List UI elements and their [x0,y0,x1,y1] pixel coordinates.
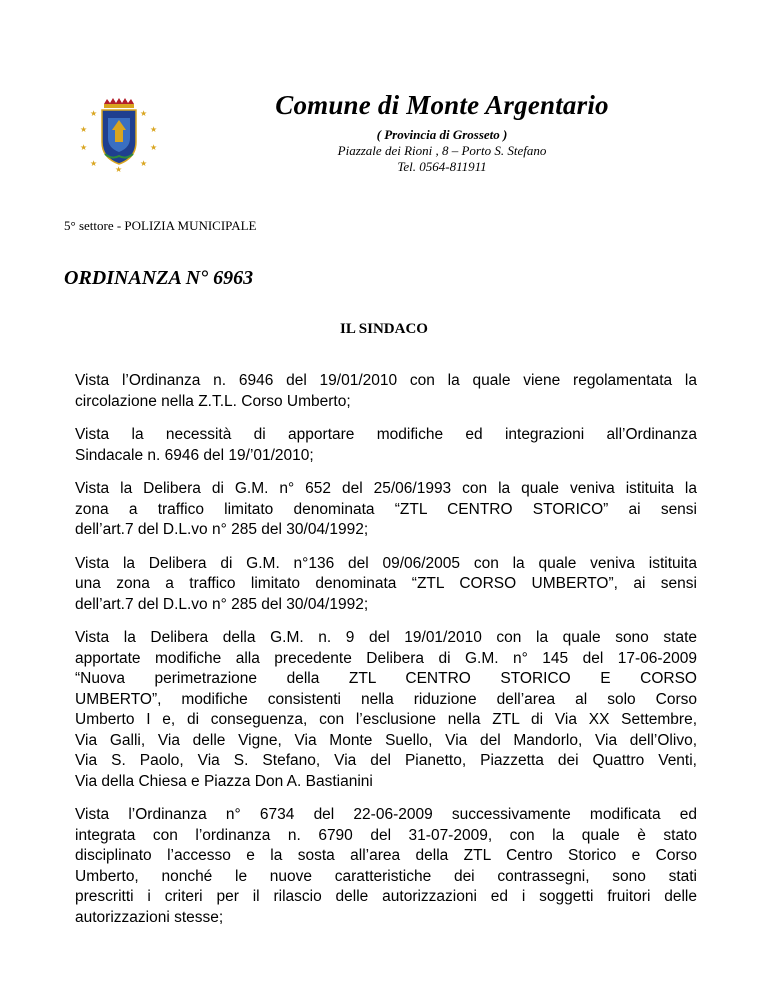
sindaco-heading: IL SINDACO [340,321,428,337]
paragraph-line: Via Galli, Via delle Vigne, Via Monte Suello, Via del Mandorlo, Via dell’Olivo, [75,731,697,749]
svg-text:★: ★ [90,109,98,118]
paragraph-line: Via S. Paolo, Via S. Stefano, Via del Pianetto, Piazzetta dei Quattro Venti, [75,752,697,769]
paragraph-line: una zona a traffico limitato denominata “ZTL CORSO UMBERTO”, ai sensi [75,575,697,592]
svg-text:★: ★ [90,159,98,168]
paragraph-line: Umberto I e, di conseguenza, con l’esclusione nella ZTL di Via XX Settembre, [75,711,697,728]
svg-text:★: ★ [150,125,158,134]
paragraph-line: zona a traffico limitato denominata “ZTL CENTRO STORICO” ai sensi [75,500,697,518]
province-line: ( Provincia di Grosseto ) [376,127,508,142]
paragraph-line: Vista la Delibera di G.M. n°136 del 09/06/2005 con la quale veniva istituita [75,554,697,572]
paragraph [75,628,697,792]
paragraph [75,554,697,616]
paragraph-line: “Nuova perimetrazione della ZTL CENTRO STORICO E CORSO [75,670,697,687]
phone-line: Tel. 0564-811911 [397,159,487,174]
paragraph-line: Vista l’Ordinanza n° 6734 del 22-06-2009 successivamente modificata ed [75,806,697,823]
paragraph-line: prescritti i criteri per il rilascio delle autorizzazioni ed i soggetti fruitori delle [75,888,697,905]
paragraph [75,371,697,412]
paragraph-line: Via della Chiesa e Piazza Don A. Bastianini [75,772,373,790]
municipal-crest-icon [74,96,164,174]
paragraph-line: Vista la necessità di apportare modifiche ed integrazioni all’Ordinanza [75,426,697,443]
paragraph-line: dell’art.7 del D.L.vo n° 285 del 30/04/1992; [75,521,369,538]
paragraph-line: disciplinato l’accesso e la sosta all’area della ZTL Centro Storico e Corso [75,847,697,864]
ordinance-title: ORDINANZA N° 6963 [64,267,254,289]
svg-text:★: ★ [140,159,148,168]
paragraph-line: apportate modifiche alla precedente Delibera di G.M. n° 145 del 17-06-2009 [75,649,697,667]
address-line: Piazzale dei Rioni , 8 – Porto S. Stefano [337,143,547,158]
paragraph-line: dell’art.7 del D.L.vo n° 285 del 30/04/1992; [75,595,369,613]
svg-text:★: ★ [80,143,88,152]
paragraph [75,479,697,541]
sector-label: 5° settore - POLIZIA MUNICIPALE [64,218,257,233]
paragraph [75,425,697,466]
paragraph [75,805,697,928]
ordinance-body [75,371,697,941]
svg-text:★: ★ [80,125,88,134]
municipality-title: Comune di Monte Argentario [275,90,609,120]
paragraph-line: UMBERTO”, modifiche consistenti nella riduzione dell’area al solo Corso [75,690,697,708]
svg-text:★: ★ [115,165,123,174]
svg-text:★: ★ [140,109,148,118]
paragraph-line: circolazione nella Z.T.L. Corso Umberto; [75,392,351,410]
paragraph-line: Vista la Delibera di G.M. n° 652 del 25/06/1993 con la quale veniva istituita la [75,480,697,497]
paragraph-line: Vista l’Ordinanza n. 6946 del 19/01/2010 con la quale viene regolamentata la [75,372,697,389]
paragraph-line: integrata con l’ordinanza n. 6790 del 31-07-2009, con la quale è stato [75,826,697,844]
paragraph-line: Vista la Delibera della G.M. n. 9 del 19/01/2010 con la quale sono state [75,629,697,646]
paragraph-line: Sindacale n. 6946 del 19/’01/2010; [75,446,314,464]
svg-text:★: ★ [150,143,158,152]
paragraph-line: autorizzazioni stesse; [75,908,224,926]
paragraph-line: Umberto, nonché le nuove caratteristiche dei contrassegni, sono stati [75,867,697,885]
